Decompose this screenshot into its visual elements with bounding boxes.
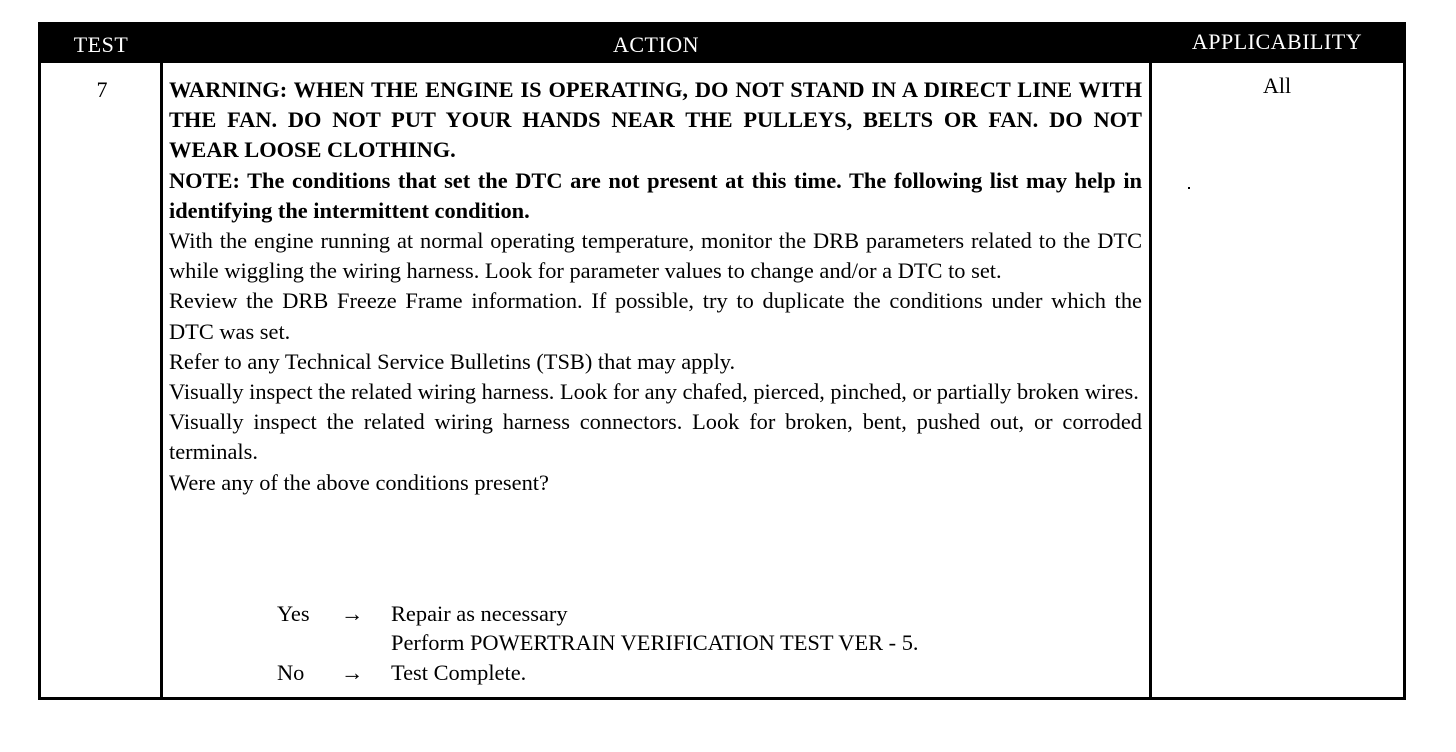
step-text: Visually inspect the related wiring harness. Look for any chafed, pierced, pinched, or partially broken wires. [169,379,1139,405]
question-text: Were any of the above conditions present? [169,469,549,495]
diagnostic-test-table [38,22,1406,700]
step-text: Review the DRB Freeze Frame information. If possible, try to duplicate the conditions under which the DTC was set. [169,288,1142,344]
action-cell [169,75,1142,498]
outcome-result-line: Test Complete. [391,660,527,685]
column-divider [160,63,163,697]
header-test: TEST [73,32,129,57]
header-action: ACTION [612,32,700,57]
header-applicability: APPLICABILITY [1191,29,1363,54]
outcome-label: No [277,660,305,685]
applicability-value: All [1262,73,1292,98]
step-text: Visually inspect the related wiring harness connectors. Look for broken, bent, pushed out, or corroded terminals. [169,409,1142,465]
outcome-label: Yes [277,601,310,626]
arrow-right-icon: → [341,660,364,685]
note-text: NOTE: The conditions that set the DTC are not present at this time. The following list may help in identifying the intermittent condition. [169,167,1142,223]
outcome-result [391,599,1151,657]
outcome-result-line: Repair as necessary [391,601,568,626]
table-header-row [41,25,1403,63]
outcome-result [391,658,1151,687]
test-number: 7 [96,77,108,102]
step-text: Refer to any Technical Service Bulletins (TSB) that may apply. [169,348,736,374]
step-text: With the engine running at normal operating temperature, monitor the DRB parameters related to the DTC while wiggling the wiring harness. Look for parameter values to change and/or a DTC to set. [169,228,1142,284]
arrow-right-icon: → [341,601,364,626]
scan-speck [1188,187,1190,189]
warning-text: WARNING: WHEN THE ENGINE IS OPERATING, DO NOT STAND IN A DIRECT LINE WITH THE FAN. DO NOT PUT YOUR HANDS NEAR THE PULLEYS, BELTS OR FAN. DO NOT WEAR LOOSE CLOTHING. [169,77,1142,163]
outcome-result-line: Perform POWERTRAIN VERIFICATION TEST VER - 5. [391,630,919,655]
